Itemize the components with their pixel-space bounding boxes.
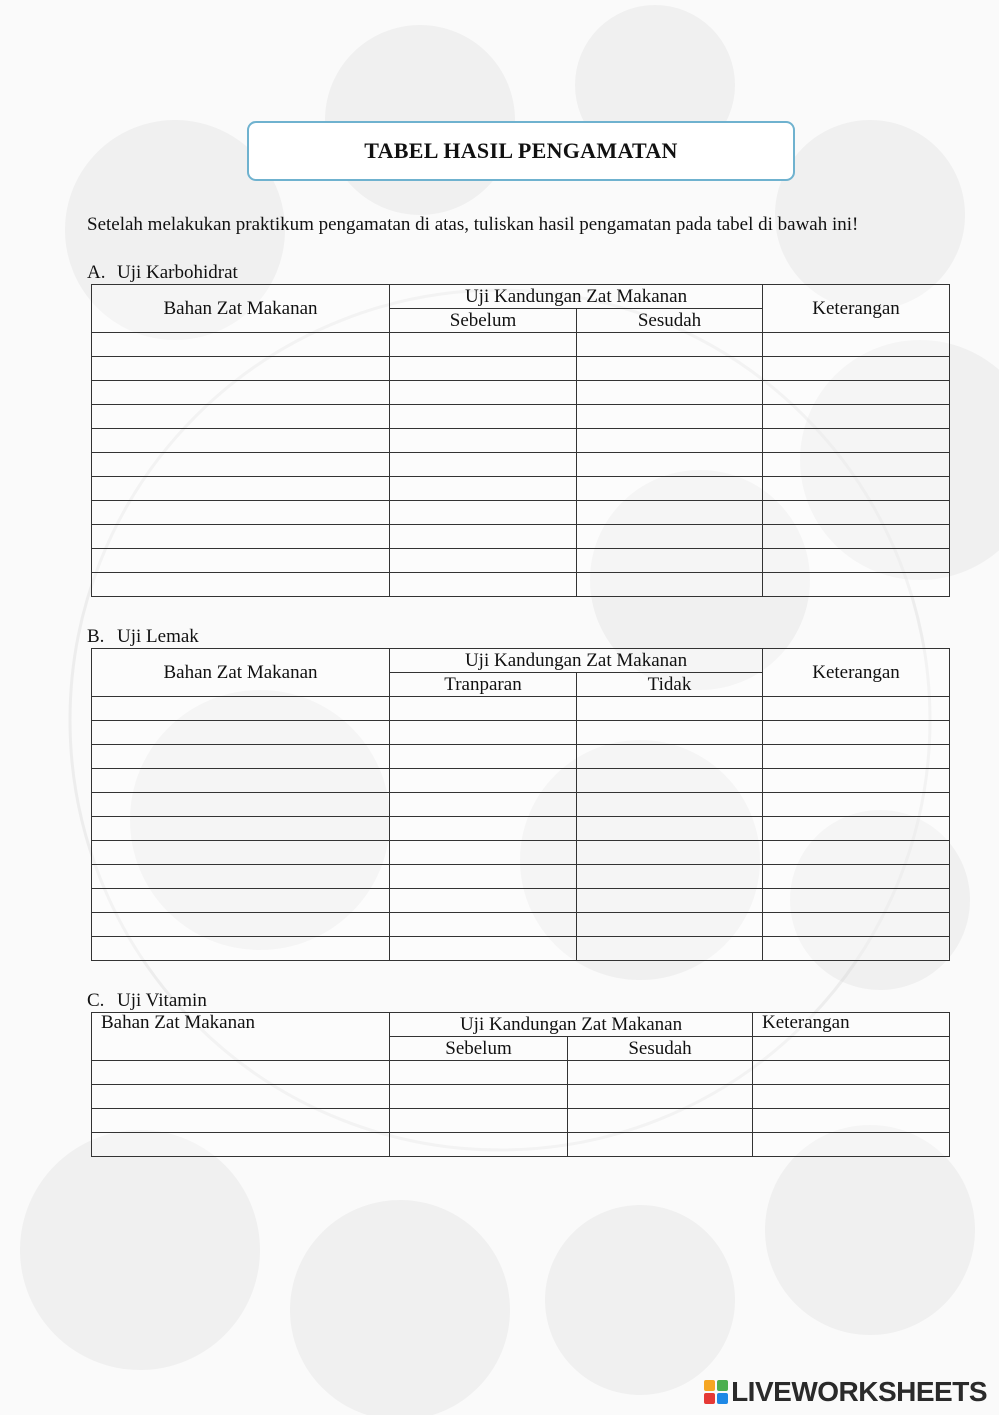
- bahan-cell[interactable]: [92, 889, 390, 913]
- table-row: [92, 817, 950, 841]
- bahan-cell[interactable]: [92, 769, 390, 793]
- table-row: [92, 697, 950, 721]
- keterangan-cell[interactable]: [753, 1061, 950, 1085]
- bahan-cell[interactable]: [92, 1085, 390, 1109]
- sub2-cell[interactable]: [577, 525, 763, 549]
- keterangan-cell[interactable]: [763, 865, 950, 889]
- sub1-cell[interactable]: [390, 453, 577, 477]
- table-row: [92, 937, 950, 961]
- keterangan-cell[interactable]: [763, 357, 950, 381]
- section-a-label: A. Uji Karbohidrat: [87, 262, 238, 283]
- keterangan-cell[interactable]: [763, 913, 950, 937]
- table-row: [92, 793, 950, 817]
- keterangan-cell[interactable]: [753, 1133, 950, 1157]
- header-tidak: Tidak: [577, 673, 763, 697]
- sub1-cell[interactable]: [390, 477, 577, 501]
- table-row: [92, 721, 950, 745]
- table-row: [92, 333, 950, 357]
- header-keterangan: Keterangan: [753, 1013, 950, 1037]
- section-c-label: C. Uji Vitamin: [87, 990, 207, 1011]
- table-row: [92, 501, 950, 525]
- keterangan-cell[interactable]: [763, 889, 950, 913]
- logo-tile: [717, 1393, 728, 1404]
- sub2-cell[interactable]: [577, 937, 763, 961]
- sub2-cell[interactable]: [577, 501, 763, 525]
- logo-tile: [717, 1380, 728, 1391]
- header-keterangan: Keterangan: [763, 285, 950, 333]
- bahan-cell[interactable]: [92, 697, 390, 721]
- sub2-cell[interactable]: [577, 817, 763, 841]
- logo-tile: [704, 1393, 715, 1404]
- header-uji: Uji Kandungan Zat Makanan: [390, 649, 763, 673]
- table-row: [92, 769, 950, 793]
- bahan-cell[interactable]: [92, 1061, 390, 1085]
- header-sebelum: Sebelum: [390, 309, 577, 333]
- keterangan-cell[interactable]: [763, 501, 950, 525]
- keterangan-cell[interactable]: [763, 697, 950, 721]
- table-row: [92, 453, 950, 477]
- lemak-table: [91, 648, 950, 961]
- sub2-cell[interactable]: [568, 1061, 753, 1085]
- sub2-cell[interactable]: [577, 405, 763, 429]
- sub2-cell[interactable]: [577, 865, 763, 889]
- sub1-cell[interactable]: [390, 937, 577, 961]
- bahan-cell[interactable]: [92, 549, 390, 573]
- sub1-cell[interactable]: [390, 1061, 568, 1085]
- sub2-cell[interactable]: [577, 357, 763, 381]
- table-row: [92, 1109, 950, 1133]
- sub2-cell[interactable]: [568, 1085, 753, 1109]
- bahan-cell[interactable]: [92, 937, 390, 961]
- sub1-cell[interactable]: [390, 841, 577, 865]
- instruction-text: Setelah melakukan praktikum pengamatan di atas, tuliskan hasil pengamatan pada tabel di bawah ini!: [87, 214, 859, 235]
- header-bahan: Bahan Zat Makanan: [92, 285, 390, 333]
- bahan-cell[interactable]: [92, 793, 390, 817]
- logo-tile: [704, 1380, 715, 1391]
- sub1-cell[interactable]: [390, 573, 577, 597]
- table-row: [92, 745, 950, 769]
- sub1-cell[interactable]: [390, 1109, 568, 1133]
- sub1-cell[interactable]: [390, 721, 577, 745]
- sub2-cell[interactable]: [577, 453, 763, 477]
- sub2-cell[interactable]: [577, 697, 763, 721]
- header-uji: Uji Kandungan Zat Makanan: [390, 1013, 753, 1037]
- sub2-cell[interactable]: [577, 549, 763, 573]
- table-row: [92, 865, 950, 889]
- table-row: [92, 477, 950, 501]
- header-sesudah: Sesudah: [568, 1037, 753, 1061]
- sub2-cell[interactable]: [577, 381, 763, 405]
- sub1-cell[interactable]: [390, 745, 577, 769]
- table-row: [92, 1133, 950, 1157]
- page-title: TABEL HASIL PENGAMATAN: [247, 121, 795, 181]
- keterangan-cell[interactable]: [753, 1085, 950, 1109]
- sub1-cell[interactable]: [390, 501, 577, 525]
- logo-text: LIVEWORKSHEETS: [731, 1376, 987, 1407]
- keterangan-cell[interactable]: [763, 841, 950, 865]
- table-row: [92, 1061, 950, 1085]
- bahan-cell[interactable]: [92, 453, 390, 477]
- bahan-cell[interactable]: [92, 865, 390, 889]
- sub2-cell[interactable]: [577, 889, 763, 913]
- sub2-cell[interactable]: [568, 1133, 753, 1157]
- keterangan-cell[interactable]: [763, 793, 950, 817]
- table-row: [92, 381, 950, 405]
- sub2-cell[interactable]: [577, 477, 763, 501]
- sub2-cell[interactable]: [577, 429, 763, 453]
- bahan-cell[interactable]: [92, 525, 390, 549]
- sub2-cell[interactable]: [577, 745, 763, 769]
- sub1-cell[interactable]: [390, 381, 577, 405]
- bahan-cell[interactable]: [92, 721, 390, 745]
- sub2-cell[interactable]: [577, 573, 763, 597]
- karbohidrat-table: [91, 284, 950, 597]
- bahan-cell[interactable]: [92, 357, 390, 381]
- header-keterangan: Keterangan: [763, 649, 950, 697]
- sub1-cell[interactable]: [390, 697, 577, 721]
- sub1-cell[interactable]: [390, 889, 577, 913]
- sub1-cell[interactable]: [390, 769, 577, 793]
- bahan-cell[interactable]: [92, 381, 390, 405]
- keterangan-cell[interactable]: [763, 817, 950, 841]
- table-row: [92, 841, 950, 865]
- bahan-cell[interactable]: [92, 817, 390, 841]
- keterangan-blank: [753, 1037, 950, 1061]
- sub1-cell[interactable]: [390, 405, 577, 429]
- table-row: [92, 429, 950, 453]
- keterangan-cell[interactable]: [763, 477, 950, 501]
- bahan-cell[interactable]: [92, 501, 390, 525]
- header-bahan: Bahan Zat Makanan: [92, 1013, 390, 1061]
- keterangan-cell[interactable]: [763, 937, 950, 961]
- table-row: [92, 1085, 950, 1109]
- table-row: [92, 573, 950, 597]
- bahan-cell[interactable]: [92, 913, 390, 937]
- sub1-cell[interactable]: [390, 1085, 568, 1109]
- keterangan-cell[interactable]: [763, 573, 950, 597]
- table-row: [92, 405, 950, 429]
- bahan-cell[interactable]: [92, 333, 390, 357]
- keterangan-cell[interactable]: [763, 525, 950, 549]
- table-row: [92, 357, 950, 381]
- sub2-cell[interactable]: [568, 1109, 753, 1133]
- keterangan-cell[interactable]: [763, 429, 950, 453]
- table-row: [92, 889, 950, 913]
- sub2-cell[interactable]: [577, 841, 763, 865]
- keterangan-cell[interactable]: [763, 381, 950, 405]
- sub1-cell[interactable]: [390, 525, 577, 549]
- sub2-cell[interactable]: [577, 793, 763, 817]
- header-tranparan: Tranparan: [390, 673, 577, 697]
- keterangan-cell[interactable]: [763, 405, 950, 429]
- table-row: [92, 549, 950, 573]
- sub2-cell[interactable]: [577, 769, 763, 793]
- sub2-cell[interactable]: [577, 721, 763, 745]
- keterangan-cell[interactable]: [763, 721, 950, 745]
- bahan-cell[interactable]: [92, 745, 390, 769]
- header-uji: Uji Kandungan Zat Makanan: [390, 285, 763, 309]
- sub1-cell[interactable]: [390, 357, 577, 381]
- bahan-cell[interactable]: [92, 841, 390, 865]
- keterangan-cell[interactable]: [763, 333, 950, 357]
- sub1-cell[interactable]: [390, 333, 577, 357]
- keterangan-cell[interactable]: [753, 1109, 950, 1133]
- sub1-cell[interactable]: [390, 793, 577, 817]
- sub1-cell[interactable]: [390, 817, 577, 841]
- keterangan-cell[interactable]: [763, 745, 950, 769]
- sub2-cell[interactable]: [577, 913, 763, 937]
- keterangan-cell[interactable]: [763, 769, 950, 793]
- bahan-cell[interactable]: [92, 405, 390, 429]
- bahan-cell[interactable]: [92, 1109, 390, 1133]
- sub1-cell[interactable]: [390, 913, 577, 937]
- sub1-cell[interactable]: [390, 549, 577, 573]
- table-row: [92, 525, 950, 549]
- header-sebelum: Sebelum: [390, 1037, 568, 1061]
- sub1-cell[interactable]: [390, 1133, 568, 1157]
- keterangan-cell[interactable]: [763, 453, 950, 477]
- section-b-label: B. Uji Lemak: [87, 626, 199, 647]
- header-bahan: Bahan Zat Makanan: [92, 649, 390, 697]
- sub2-cell[interactable]: [577, 333, 763, 357]
- bahan-cell[interactable]: [92, 477, 390, 501]
- bahan-cell[interactable]: [92, 1133, 390, 1157]
- keterangan-cell[interactable]: [763, 549, 950, 573]
- logo-icon: [704, 1380, 728, 1404]
- sub1-cell[interactable]: [390, 429, 577, 453]
- table-row: [92, 913, 950, 937]
- liveworksheets-logo: [704, 1376, 987, 1408]
- sub1-cell[interactable]: [390, 865, 577, 889]
- vitamin-table: [91, 1012, 950, 1157]
- header-sesudah: Sesudah: [577, 309, 763, 333]
- bahan-cell[interactable]: [92, 429, 390, 453]
- bahan-cell[interactable]: [92, 573, 390, 597]
